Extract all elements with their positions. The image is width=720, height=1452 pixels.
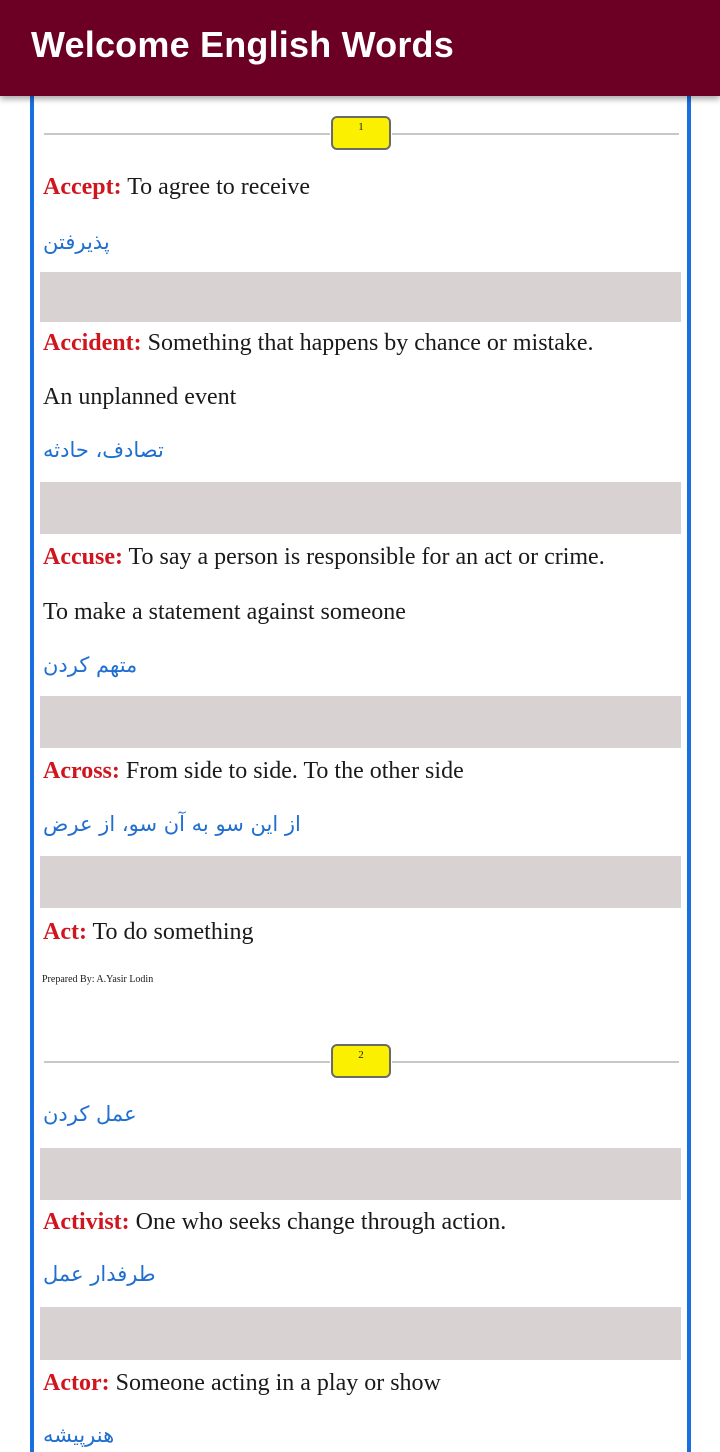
entry-divider xyxy=(40,856,681,908)
word-entry xyxy=(43,919,254,946)
word-entry xyxy=(43,758,464,785)
word-entry xyxy=(43,330,594,357)
word-term: Accuse: xyxy=(43,544,123,570)
word-translation: متهم کردن xyxy=(43,653,138,677)
word-term: Activist: xyxy=(43,1209,130,1235)
word-definition-extra: To make a statement against someone xyxy=(43,599,406,625)
entry-divider xyxy=(40,482,681,534)
entry-divider xyxy=(40,272,681,322)
page-separator xyxy=(44,114,679,154)
page-number-badge: 2 xyxy=(331,1044,391,1078)
separator-line xyxy=(392,133,679,135)
word-term: Accident: xyxy=(43,330,142,356)
word-translation: عمل کردن xyxy=(43,1102,137,1126)
separator-line xyxy=(392,1061,679,1063)
word-term: Across: xyxy=(43,758,120,784)
word-definition-extra: An unplanned event xyxy=(43,384,237,410)
word-translation: تصادف، حادثه xyxy=(43,438,164,462)
page-separator xyxy=(44,1042,679,1082)
word-entry xyxy=(43,544,605,571)
word-definition: To do something xyxy=(86,919,254,945)
word-translation: از این سو به آن سو، از عرض xyxy=(43,812,301,836)
word-term: Accept: xyxy=(43,174,122,200)
word-definition: To say a person is responsible for an act or crime. xyxy=(122,544,605,570)
document-view[interactable] xyxy=(30,96,691,1452)
word-definition: To agree to receive xyxy=(121,174,311,200)
app-bar xyxy=(0,0,720,96)
entry-divider xyxy=(40,1148,681,1200)
word-term: Act: xyxy=(43,919,87,945)
prepared-by-note: Prepared By: A.Yasir Lodin xyxy=(42,974,154,985)
entry-divider xyxy=(40,696,681,748)
word-term: Actor: xyxy=(43,1370,110,1396)
word-definition: From side to side. To the other side xyxy=(119,758,464,784)
word-entry xyxy=(43,1209,506,1236)
word-definition: One who seeks change through action. xyxy=(129,1209,507,1235)
word-entry xyxy=(43,174,310,201)
entry-divider xyxy=(40,1307,681,1360)
separator-line xyxy=(44,1061,330,1063)
word-translation: هنرپیشه xyxy=(43,1423,115,1447)
page-number-badge: 1 xyxy=(331,116,391,150)
word-definition: Something that happens by chance or mistake. xyxy=(141,330,594,356)
separator-line xyxy=(44,133,330,135)
word-definition: Someone acting in a play or show xyxy=(109,1370,441,1396)
app-title: Welcome English Words xyxy=(31,24,454,65)
word-translation: پذیرفتن xyxy=(43,230,110,254)
word-entry xyxy=(43,1370,441,1397)
word-translation: طرفدار عمل xyxy=(43,1262,156,1286)
